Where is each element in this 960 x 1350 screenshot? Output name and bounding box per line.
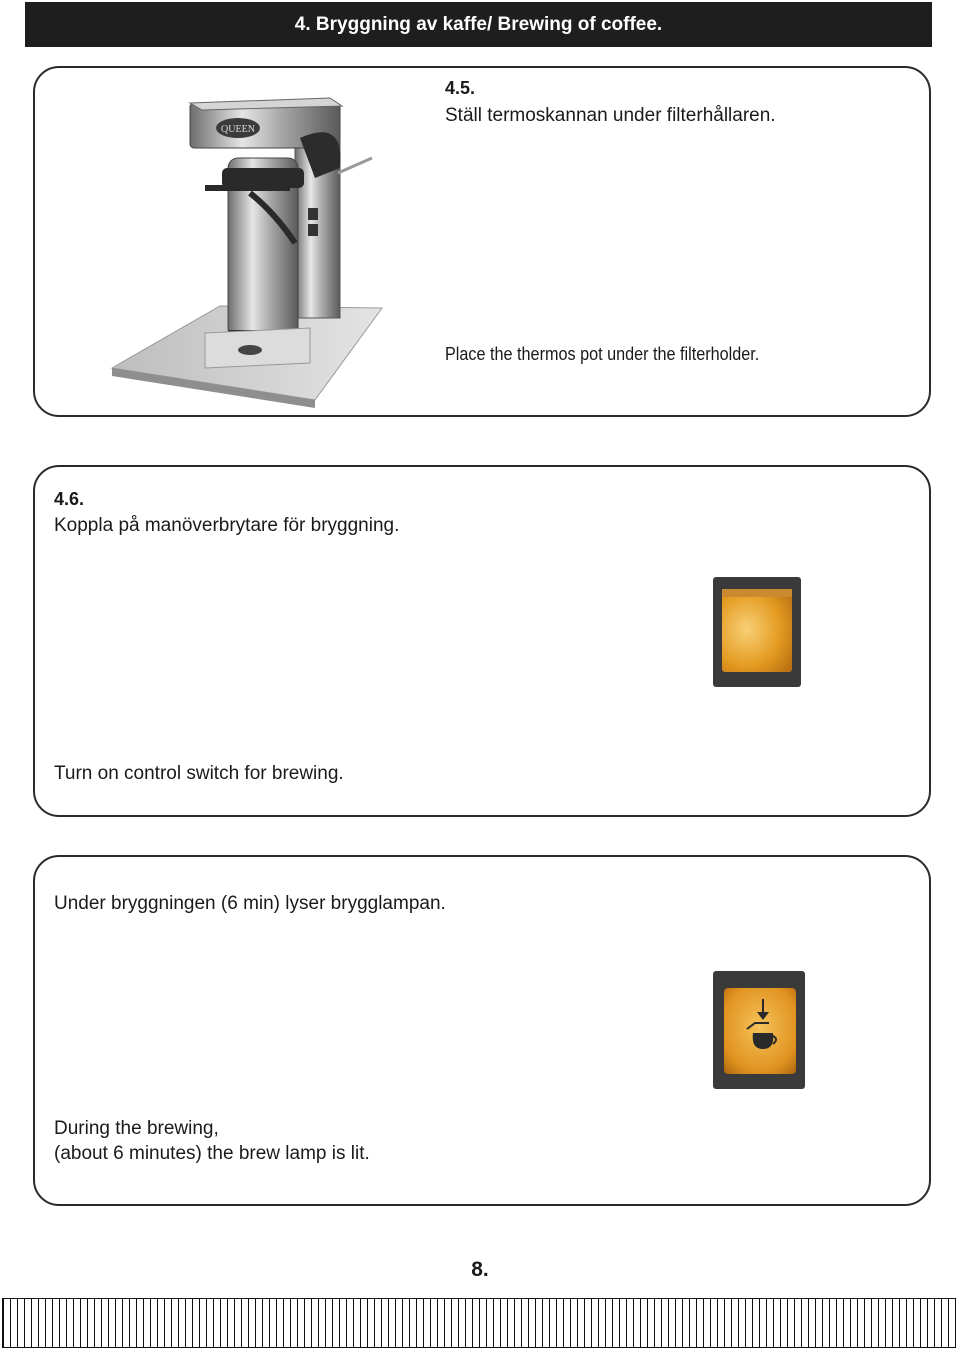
step-text-english: Place the thermos pot under the filterholder. xyxy=(445,344,760,364)
page-number: 8. xyxy=(471,1258,489,1281)
step-text-swedish: Koppla på manöverbrytare för bryggning. xyxy=(54,515,400,536)
step-text-swedish: Under bryggningen (6 min) lyser brygglampan. xyxy=(54,893,446,914)
coffee-machine-image xyxy=(110,78,410,408)
step-text-english: During the brewing, (about 6 minutes) the brew lamp is lit. xyxy=(54,1118,370,1164)
section-header xyxy=(25,2,932,47)
control-switch-icon xyxy=(713,577,803,687)
step-number: 4.6. xyxy=(54,489,85,509)
section-title: 4. Bryggning av kaffe/ Brewing of coffee. xyxy=(294,13,663,35)
step-number: 4.5. xyxy=(445,78,476,98)
step-panel-4-5 xyxy=(33,66,931,417)
svg-text:QUEEN: QUEEN xyxy=(221,124,255,135)
step-text-swedish: Ställ termoskannan under filterhållaren. xyxy=(445,105,776,126)
step-panel-4-6 xyxy=(33,465,931,817)
step-panel-brew-lamp xyxy=(33,855,931,1206)
footer-barcode-strip xyxy=(2,1298,956,1348)
brew-lamp-icon xyxy=(713,971,807,1091)
step-text-english: Turn on control switch for brewing. xyxy=(54,763,344,784)
